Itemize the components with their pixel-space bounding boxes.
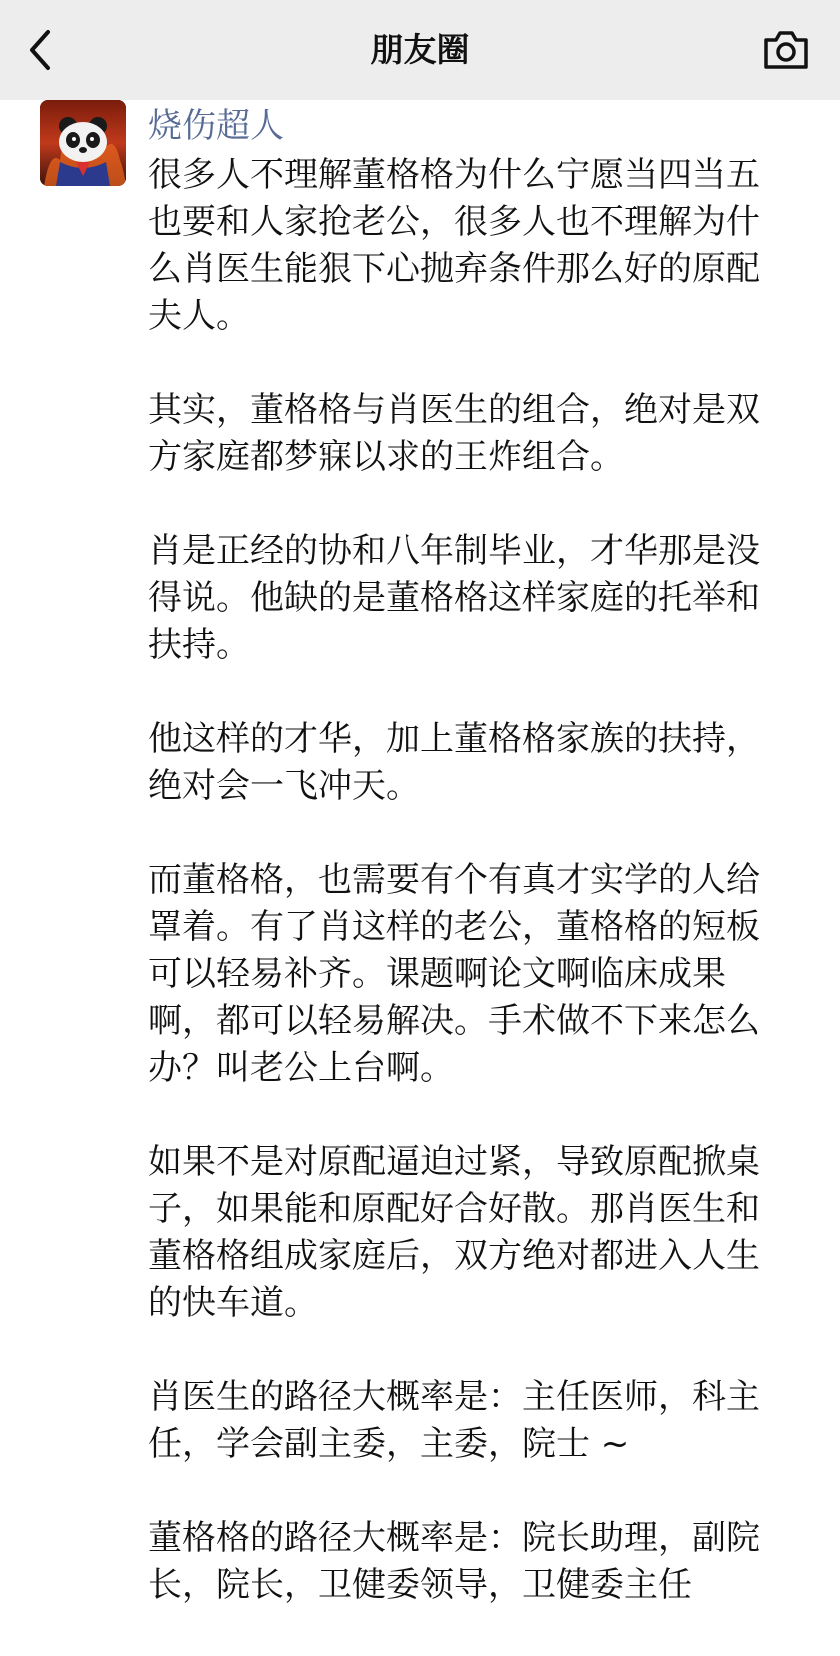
post-author-name[interactable]: 烧伤超人 xyxy=(148,106,284,146)
page-title: 朋友圈 xyxy=(370,30,470,69)
panda-avatar-icon xyxy=(40,100,126,186)
post-paragraph: 董格格的路径大概率是：院长助理，副院 长，院长，卫健委领导，卫健委主任 xyxy=(148,1518,760,1605)
avatar[interactable] xyxy=(40,100,126,186)
post-paragraph: 其实，董格格与肖医生的组合，绝对是双 方家庭都梦寐以求的王炸组合。 xyxy=(148,390,760,477)
post-paragraph: 而董格格，也需要有个有真才实学的人给 罩着。有了肖这样的老公，董格格的短板 可以轻易补齐。课题啊论文啊临床成果 啊，都可以轻易解决。手术做不下来怎么 办？叫老公上台啊。 xyxy=(148,860,760,1088)
post-paragraph: 肖医生的路径大概率是：主任医师，科主 任，学会副主委，主委，院士 ~ xyxy=(148,1377,760,1464)
camera-icon xyxy=(762,28,810,72)
post-paragraph: 他这样的才华，加上董格格家族的扶持， 绝对会一飞冲天。 xyxy=(148,719,760,806)
top-nav-bar xyxy=(0,0,840,100)
post-content xyxy=(148,152,808,1656)
post-paragraph: 如果不是对原配逼迫过紧，导致原配掀桌 子，如果能和原配好合好散。那肖医生和 董格格组成家庭后，双方绝对都进入人生 的快车道。 xyxy=(148,1142,760,1323)
post-paragraph: 很多人不理解董格格为什么宁愿当四当五 也要和人家抢老公，很多人也不理解为什 么肖医生能狠下心抛弃条件那么好的原配 夫人。 xyxy=(148,155,760,336)
post-paragraph: 肖是正经的协和八年制毕业，才华那是没 得说。他缺的是董格格这样家庭的托举和 扶持。 xyxy=(148,531,760,665)
camera-button[interactable] xyxy=(762,28,810,72)
